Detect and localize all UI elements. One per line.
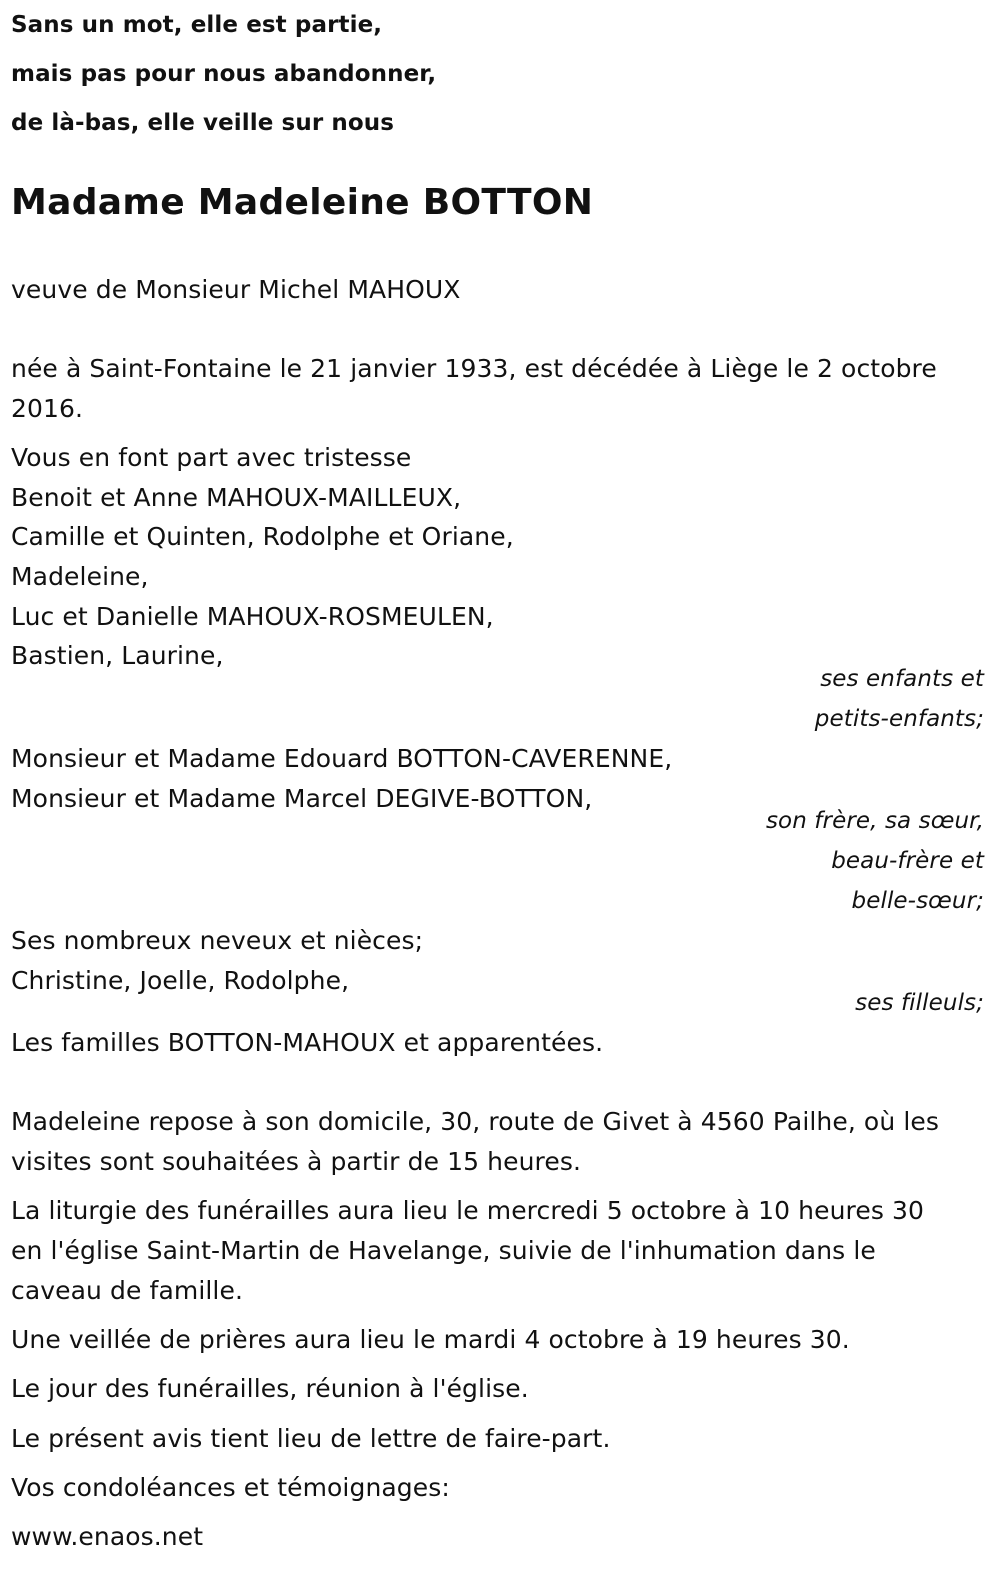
website-link[interactable]: www.enaos.net — [11, 1522, 204, 1551]
families-line: Les familles BOTTON-MAHOUX et apparentées. — [11, 1028, 604, 1057]
child-line: Bastien, Laurine, — [11, 641, 224, 670]
liturgy-line-1: La liturgie des funérailles aura lieu le mercredi 5 octobre à 10 heures 30 — [11, 1196, 925, 1225]
poem-line-2: mais pas pour nous abandonner, — [11, 61, 437, 87]
sibling-line: Monsieur et Madame Edouard BOTTON-CAVERENNE, — [11, 744, 673, 773]
notice-line: Le présent avis tient lieu de lettre de faire-part. — [11, 1424, 611, 1453]
godchildren-line: Christine, Joelle, Rodolphe, — [11, 966, 350, 995]
repose-line-2: visites sont souhaitées à partir de 15 heures. — [11, 1147, 582, 1176]
vigil-line: Une veillée de prières aura lieu le mardi 4 octobre à 19 heures 30. — [11, 1325, 850, 1354]
liturgy-line-3: caveau de famille. — [11, 1276, 243, 1305]
repose-line-1: Madeleine repose à son domicile, 30, route de Givet à 4560 Pailhe, où les — [11, 1107, 939, 1136]
siblings-relation-line-1: son frère, sa sœur, — [765, 808, 984, 834]
children-relation-line-2: petits-enfants; — [814, 706, 984, 732]
birth-death-line-1: née à Saint-Fontaine le 21 janvier 1933, est décédée à Liège le 2 octobre — [11, 354, 937, 383]
child-line: Benoit et Anne MAHOUX-MAILLEUX, — [11, 483, 462, 512]
child-line: Madeleine, — [11, 562, 149, 591]
siblings-relation-line-2: beau-frère et — [831, 848, 984, 874]
godchildren-relation: ses filleuls; — [855, 990, 984, 1016]
meeting-line: Le jour des funérailles, réunion à l'église. — [11, 1374, 529, 1403]
spouse-line: veuve de Monsieur Michel MAHOUX — [11, 275, 461, 304]
birth-death-line-2: 2016. — [11, 394, 84, 423]
sibling-line: Monsieur et Madame Marcel DEGIVE-BOTTON, — [11, 784, 593, 813]
children-relation-line-1: ses enfants et — [820, 666, 984, 692]
siblings-relation-line-3: belle-sœur; — [851, 888, 984, 914]
nephews-line: Ses nombreux neveux et nièces; — [11, 926, 424, 955]
family-intro: Vous en font part avec tristesse — [11, 443, 412, 472]
poem-line-3: de là-bas, elle veille sur nous — [11, 110, 395, 136]
child-line: Luc et Danielle MAHOUX-ROSMEULEN, — [11, 602, 494, 631]
child-line: Camille et Quinten, Rodolphe et Oriane, — [11, 522, 514, 551]
condolences-line: Vos condoléances et témoignages: — [11, 1473, 450, 1502]
poem-line-1: Sans un mot, elle est partie, — [11, 12, 383, 38]
liturgy-line-2: en l'église Saint-Martin de Havelange, suivie de l'inhumation dans le — [11, 1236, 876, 1265]
deceased-name: Madame Madeleine BOTTON — [11, 182, 594, 223]
